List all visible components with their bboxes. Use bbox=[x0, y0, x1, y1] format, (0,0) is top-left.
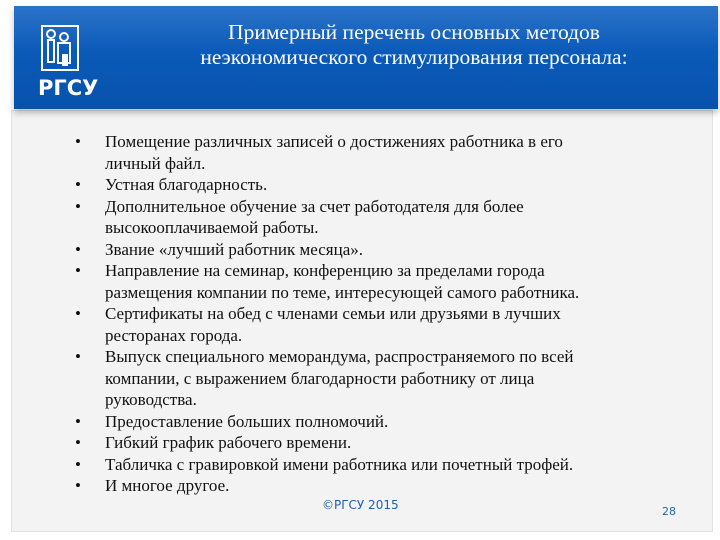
list-item bbox=[62, 454, 672, 476]
list-item bbox=[62, 432, 672, 454]
list-item-line: Дополнительное обучение за счет работодателя для более bbox=[105, 196, 524, 216]
list-item-line: Выпуск специального меморандума, распространяемого по всей bbox=[105, 347, 574, 366]
bullet-icon: • bbox=[75, 175, 81, 194]
list-item-line: личный файл. bbox=[105, 153, 206, 173]
list-item-line: Табличка с гравировкой имени работника или почетный трофей. bbox=[105, 454, 574, 474]
list-item-line: компании, с выражением благодарности работнику от лица bbox=[105, 368, 535, 388]
list-item bbox=[62, 174, 672, 196]
list-item-line: И многое другое. bbox=[105, 476, 230, 495]
logo-text: РГСУ bbox=[38, 76, 99, 100]
footer-copyright: ©РГСУ 2015 bbox=[322, 498, 399, 512]
list-item-line: Направление на семинар, конференцию за пределами города bbox=[105, 261, 545, 280]
list-item-line: Звание «лучший работник месяца». bbox=[105, 239, 364, 259]
list-item-line: ресторанах города. bbox=[105, 325, 243, 345]
bullet-icon: • bbox=[75, 132, 81, 151]
bullet-icon: • bbox=[75, 476, 81, 495]
slide-title bbox=[134, 20, 694, 70]
list-item-line: высокооплачиваемой работы. bbox=[105, 218, 319, 237]
list-item bbox=[62, 196, 672, 239]
list-item-line: Предоставление больших полномочий. bbox=[105, 411, 389, 431]
list-item bbox=[62, 346, 672, 411]
list-item bbox=[62, 260, 672, 303]
header-banner bbox=[14, 6, 718, 109]
list-item bbox=[62, 475, 672, 497]
rgsu-logo-icon bbox=[38, 24, 108, 76]
bullet-icon: • bbox=[75, 347, 81, 366]
list-item-line: руководства. bbox=[105, 390, 197, 409]
bullet-icon: • bbox=[75, 261, 81, 280]
list-item-line: Устная благодарность. bbox=[105, 175, 268, 194]
bullet-icon: • bbox=[75, 411, 81, 431]
list-item bbox=[62, 411, 672, 433]
bullet-icon: • bbox=[75, 304, 81, 323]
title-line-1: Примерный перечень основных методов bbox=[228, 20, 600, 44]
bullet-icon: • bbox=[75, 239, 81, 259]
list-item bbox=[62, 239, 672, 261]
list-item-line: размещения компании по теме, интересующей самого работника. bbox=[105, 282, 580, 302]
bullet-icon: • bbox=[75, 454, 81, 474]
list-item bbox=[62, 303, 672, 346]
page-number: 28 bbox=[662, 505, 676, 518]
list-item bbox=[62, 131, 672, 174]
bullet-icon: • bbox=[75, 196, 81, 216]
title-line-2: неэкономического стимулирования персонала: bbox=[200, 45, 628, 69]
rgsu-logo bbox=[38, 24, 108, 102]
list-item-line: Помещение различных записей о достижениях работника в его bbox=[105, 132, 563, 151]
bullet-icon: • bbox=[75, 433, 81, 452]
list-item-line: Гибкий график рабочего времени. bbox=[105, 433, 352, 452]
methods-list bbox=[62, 131, 672, 497]
list-item-line: Сертификаты на обед с членами семьи или друзьями в лучших bbox=[105, 304, 561, 323]
